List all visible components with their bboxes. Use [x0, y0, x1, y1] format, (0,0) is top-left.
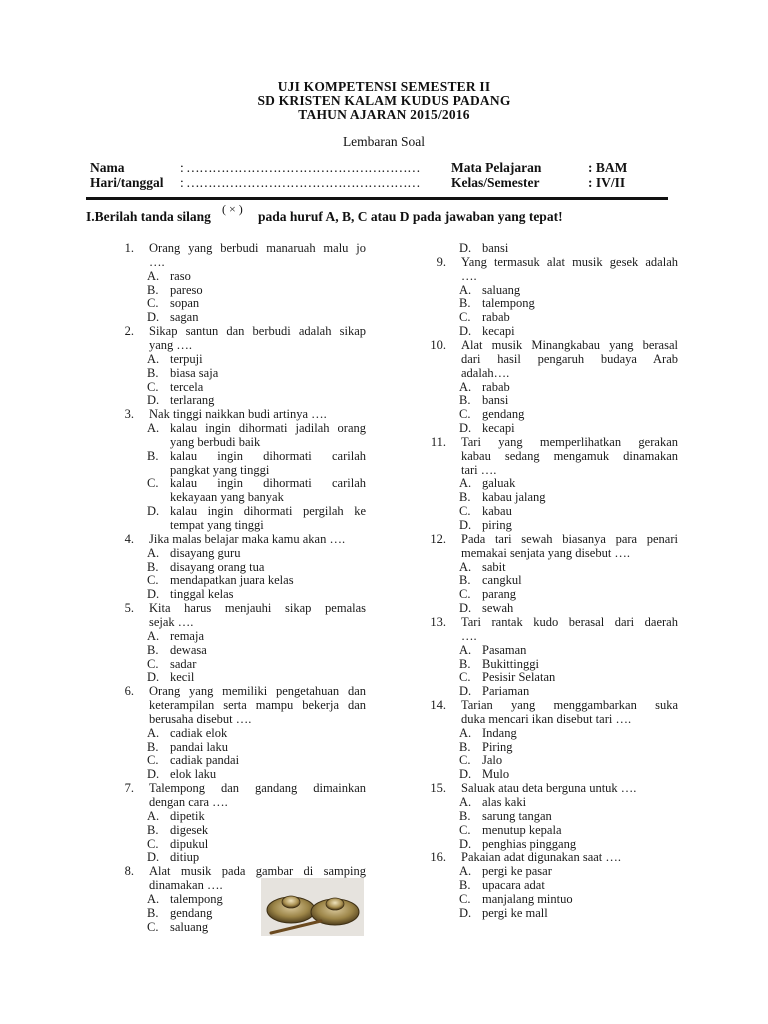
option-letter: D. [147, 310, 160, 325]
option-letter: C. [459, 504, 471, 519]
option-text: disayang guru [170, 545, 241, 560]
option-text: Pariaman [482, 684, 530, 699]
question-text: dari hasil pengaruh budaya Arab [461, 351, 678, 366]
question-number: 12. [430, 531, 446, 546]
hari-field[interactable]: : ……………………………………………… [180, 175, 421, 190]
question-number: 13. [430, 614, 446, 629]
hari-label: Hari/tanggal [90, 175, 164, 190]
option-letter: B. [459, 656, 471, 671]
option-text: cangkul [482, 573, 522, 588]
option-letter: B. [459, 296, 471, 311]
option-letter: C. [459, 587, 471, 602]
option-text: remaja [170, 628, 205, 643]
instruction-text: I.Berilah tanda silang [86, 209, 211, 224]
question-text: berusaha disebut …. [149, 711, 252, 726]
question-text: Sikap santun dan berbudi adalah sikap [149, 324, 366, 339]
option-text: kalau ingin dihormati carilah [170, 448, 366, 463]
question-text: dinamakan …. [149, 878, 223, 893]
option-text: Pesisir Selatan [482, 670, 556, 685]
option-text: dewasa [170, 642, 207, 657]
question-text: Pada tari sewah biasanya para penari [461, 531, 678, 546]
option-text: cadiak elok [170, 725, 228, 740]
option-letter: D. [147, 850, 160, 865]
option-letter: C. [459, 310, 471, 325]
option-text: kecil [170, 670, 195, 685]
option-text: Jalo [482, 753, 503, 768]
option-text: kalau ingin dihormati jadilah orang [170, 421, 366, 436]
question-number: 3. [124, 407, 134, 422]
option-text: menutup kepala [482, 822, 562, 837]
option-letter: D. [459, 241, 472, 255]
question-text: Jika malas belajar maka kamu akan …. [149, 531, 346, 546]
option-letter: D. [459, 518, 472, 532]
option-text: sadar [170, 656, 197, 671]
option-letter: A. [459, 795, 472, 809]
option-text: elok laku [170, 767, 217, 782]
option-text: Indang [482, 725, 517, 740]
option-letter: B. [459, 393, 471, 408]
question-text: memakai senjata yang disebut …. [461, 545, 631, 560]
option-text: pandai laku [170, 739, 228, 754]
option-text: manjalang mintuo [482, 891, 573, 906]
question-text: kabau sedang mengamuk dinamakan [461, 448, 678, 463]
question-text: yang …. [149, 337, 193, 352]
option-letter: D. [459, 324, 472, 339]
option-text: Piring [482, 739, 513, 754]
kelas-value: : IV/II [588, 175, 626, 190]
option-letter: B. [147, 559, 159, 574]
question-number: 10. [430, 337, 446, 352]
option-text: biasa saja [170, 365, 219, 380]
question-text: tari …. [461, 462, 497, 477]
option-text: sabit [482, 559, 506, 574]
option-letter: C. [147, 379, 159, 394]
question-text: Tarian yang menggambarkan suka [461, 698, 678, 713]
option-text: rabab [482, 379, 510, 394]
option-text: talempong [170, 891, 223, 906]
option-text: saluang [482, 282, 521, 297]
option-letter: C. [147, 656, 159, 671]
document-header [0, 80, 768, 122]
option-letter: A. [147, 421, 160, 436]
option-letter: C. [459, 670, 471, 685]
question-text: Tari yang memperlihatkan gerakan [461, 434, 678, 449]
option-letter: C. [147, 296, 159, 311]
question-number: 11. [430, 434, 446, 449]
question-text: Tari rantak kudo berasal dari daerah [461, 614, 678, 629]
option-text: pergi ke mall [482, 905, 548, 920]
option-letter: A. [147, 891, 160, 906]
option-text: bansi [482, 241, 509, 255]
option-letter: B. [147, 905, 159, 920]
question-text: Talempong dan gandang dimainkan [149, 781, 366, 796]
option-text: gendang [170, 905, 213, 920]
option-text: tinggal kelas [170, 587, 234, 602]
school-name: SD KRISTEN KALAM KUDUS PADANG [257, 93, 511, 108]
option-text: yang berbudi baik [170, 434, 261, 449]
question-text: Yang termasuk alat musik gesek adalah [461, 254, 678, 269]
question-text: dengan cara …. [149, 795, 228, 809]
option-letter: B. [459, 739, 471, 754]
option-letter: C. [459, 822, 471, 837]
option-letter: D. [147, 767, 160, 782]
option-text: Bukittinggi [482, 656, 539, 671]
option-letter: B. [459, 808, 471, 823]
question-text: Alat musik pada gambar di samping [149, 864, 366, 879]
talempong-photo [261, 878, 364, 936]
question-text: Alat musik Minangkabau yang berasal [461, 337, 678, 352]
header-divider [86, 197, 668, 200]
option-letter: B. [147, 739, 159, 754]
kelas-label: Kelas/Semester [451, 175, 540, 190]
question-text: …. [461, 268, 477, 283]
option-text: tempat yang tinggi [170, 518, 264, 532]
option-text: pangkat yang tinggi [170, 462, 270, 477]
option-letter: C. [147, 919, 159, 934]
option-letter: A. [459, 476, 472, 491]
question-number: 8. [124, 864, 134, 879]
option-text: sewah [482, 601, 514, 616]
option-text: kekayaan yang banyak [170, 490, 284, 505]
question-number: 7. [124, 781, 134, 796]
option-letter: A. [459, 725, 472, 740]
option-text: tercela [170, 379, 204, 394]
option-letter: B. [147, 822, 159, 837]
option-text: cadiak pandai [170, 753, 240, 768]
option-letter: A. [147, 351, 160, 366]
option-letter: A. [147, 808, 160, 823]
option-letter: C. [459, 891, 471, 906]
option-text: saluang [170, 919, 209, 934]
option-letter: D. [459, 684, 472, 699]
option-letter: B. [459, 573, 471, 588]
option-letter: D. [459, 421, 472, 436]
option-text: kabau jalang [482, 490, 546, 505]
question-number: 9. [436, 254, 446, 269]
option-letter: B. [459, 490, 471, 505]
option-letter: A. [147, 628, 160, 643]
option-text: disayang orang tua [170, 559, 265, 574]
option-letter: A. [147, 545, 160, 560]
option-text: upacara adat [482, 878, 545, 893]
option-text: kecapi [482, 324, 515, 339]
question-text: Orang yang berbudi manaruah malu jo [149, 241, 366, 255]
option-text: dipetik [170, 808, 205, 823]
option-letter: C. [459, 753, 471, 768]
question-number: 4. [124, 531, 134, 546]
option-text: gendang [482, 407, 525, 422]
exam-title: UJI KOMPETENSI SEMESTER II [277, 79, 491, 94]
option-letter: D. [147, 587, 160, 602]
option-text: kabau [482, 504, 512, 519]
option-letter: A. [459, 559, 472, 574]
question-text: Orang yang memiliki pengetahuan dan [149, 684, 366, 699]
option-letter: B. [147, 282, 159, 297]
option-letter: B. [147, 365, 159, 380]
option-text: Mulo [482, 767, 510, 782]
option-letter: D. [459, 767, 472, 782]
question-text: duka mencari ikan disebut tari …. [461, 711, 632, 726]
option-text: kalau ingin dihormati carilah [170, 476, 366, 491]
cross-mark-symbol: ( × ) [222, 202, 243, 216]
option-text: penghias pinggang [482, 836, 577, 851]
option-text: sarung tangan [482, 808, 552, 823]
question-number: 1. [124, 241, 134, 255]
option-text: Pasaman [482, 642, 527, 657]
option-letter: A. [459, 282, 472, 297]
option-text: rabab [482, 310, 510, 325]
nama-label: Nama [90, 160, 125, 175]
option-letter: C. [147, 476, 159, 491]
instruction-text-cont: pada huruf A, B, C atau D pada jawaban yang tepat! [258, 209, 563, 224]
option-letter: B. [147, 448, 159, 463]
option-letter: D. [147, 670, 160, 685]
option-text: digesek [170, 822, 209, 837]
option-letter: D. [459, 601, 472, 616]
option-text: kecapi [482, 421, 515, 436]
question-text: Nak tinggi naikkan budi artinya …. [149, 407, 327, 422]
option-text: mendapatkan juara kelas [170, 573, 294, 588]
question-text: sejak …. [149, 614, 194, 629]
option-text: dipukul [170, 836, 209, 851]
question-text: …. [149, 254, 165, 269]
option-text: galuak [482, 476, 516, 491]
option-text: raso [170, 268, 191, 283]
option-text: talempong [482, 296, 535, 311]
option-text: ditiup [170, 850, 200, 865]
option-letter: C. [459, 407, 471, 422]
option-letter: B. [459, 878, 471, 893]
option-letter: B. [147, 642, 159, 657]
question-text: Pakaian adat digunakan saat …. [461, 850, 622, 865]
nama-field[interactable]: : ……………………………………………… [180, 160, 421, 175]
question-number: 15. [430, 781, 446, 796]
option-letter: A. [147, 725, 160, 740]
option-letter: D. [147, 393, 160, 408]
option-letter: A. [459, 864, 472, 879]
option-letter: A. [147, 268, 160, 283]
option-text: pergi ke pasar [482, 864, 552, 879]
option-letter: D. [459, 836, 472, 851]
question-text: …. [461, 628, 477, 643]
question-number: 16. [430, 850, 446, 865]
option-text: terlarang [170, 393, 215, 408]
option-letter: A. [459, 379, 472, 394]
option-text: alas kaki [482, 795, 527, 809]
question-text: keterampilan serta mampu bekerja dan [149, 698, 366, 713]
question-text: adalah…. [461, 365, 510, 380]
question-number: 14. [430, 698, 446, 713]
option-text: terpuji [170, 351, 203, 366]
question-number: 2. [124, 324, 134, 339]
option-text: sagan [170, 310, 199, 325]
option-letter: C. [147, 836, 159, 851]
question-number: 6. [124, 684, 134, 699]
option-letter: C. [147, 753, 159, 768]
option-letter: D. [459, 905, 472, 920]
option-text: parang [482, 587, 517, 602]
option-text: piring [482, 518, 512, 532]
option-letter: D. [147, 504, 160, 519]
option-text: sopan [170, 296, 200, 311]
option-text: kalau ingin dihormati pergilah ke [170, 504, 366, 519]
option-letter: C. [147, 573, 159, 588]
question-text: Saluak atau deta berguna untuk …. [461, 781, 637, 796]
option-text: pareso [170, 282, 203, 297]
mapel-label: Mata Pelajaran [451, 160, 542, 175]
sheet-subtitle: Lembaran Soal [342, 134, 426, 149]
mapel-value: : BAM [588, 160, 628, 175]
question-text: Kita harus menjauhi sikap pemalas [149, 601, 366, 616]
option-letter: A. [459, 642, 472, 657]
option-text: bansi [482, 393, 509, 408]
question-number: 5. [124, 601, 134, 616]
academic-year: TAHUN AJARAN 2015/2016 [298, 107, 470, 122]
